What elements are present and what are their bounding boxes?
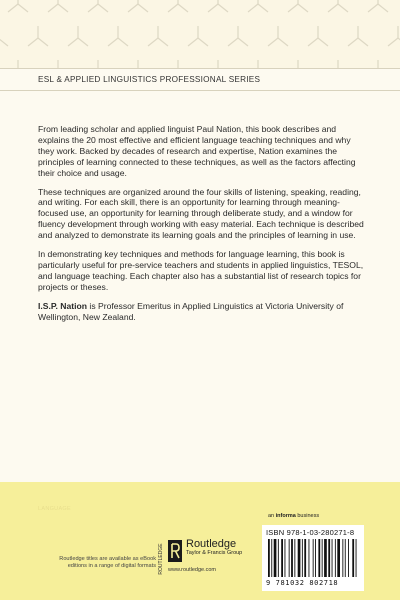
author-name: I.S.P. Nation (38, 300, 88, 311)
informa-prefix: an (268, 513, 276, 519)
series-title: ESL & APPLIED LINGUISTICS PROFESSIONAL SERIES (38, 75, 261, 84)
informa-brand: informa (275, 513, 296, 519)
author-bio (38, 301, 368, 323)
publisher-name: Routledge (186, 538, 237, 550)
description-paragraph-2: These techniques are organized around the four skills of listening, speaking, reading, and writing. For each skill, there is an opportunity for learning through meaning-focused use, an opportunity for learning through deliberate study, and a window for fluency development through working with easy material. Each technique is described and analyzed to demonstrate its learning goals and the principles of learning in use. (38, 186, 364, 241)
subject-label: LANGUAGE (38, 506, 71, 512)
informa-suffix: business (295, 513, 320, 519)
publisher-vertical-label (156, 536, 166, 582)
routledge-logo-icon (168, 540, 182, 562)
publisher-group: Taylor & Francis Group (186, 550, 243, 556)
description-paragraph-3: In demonstrating key techniques and methods for language learning, this book is particularly useful for pre-service teachers and students in applied linguistics, TESOL, and language teaching. Each chapter also has a substantial list of research topics for projects or theses. (38, 249, 364, 292)
barcode (266, 539, 360, 579)
divider-bottom (0, 90, 400, 91)
divider-top (0, 68, 400, 69)
publisher-url: www.routledge.com (168, 567, 216, 573)
ebook-availability-note: Routledge titles are available as eBook editions in a range of digital formats (59, 556, 156, 569)
isbn-label: ISBN 978-1-03-280271-8 (266, 528, 355, 537)
back-cover-description (38, 124, 368, 331)
informa-tagline (268, 513, 319, 519)
isbn-barcode-box (262, 525, 364, 591)
publisher-logo (186, 538, 242, 556)
barcode-number: 9 781032 802718 (266, 579, 339, 587)
author-bio-text: is Professor Emeritus in Applied Linguistics at Victoria University of Wellington, New Zealand. (38, 300, 344, 322)
description-paragraph-1: From leading scholar and applied linguist Paul Nation, this book describes and explains the 20 most effective and efficient language teaching techniques and why they work. Backed by decades of research and expertise, Nation examines the principles of learning connected to these techniques, as well as the factors affecting their choice and usage. (38, 124, 356, 178)
vertical-label-text: ROUTLEDGE (158, 543, 164, 575)
cover-pattern (0, 0, 400, 68)
